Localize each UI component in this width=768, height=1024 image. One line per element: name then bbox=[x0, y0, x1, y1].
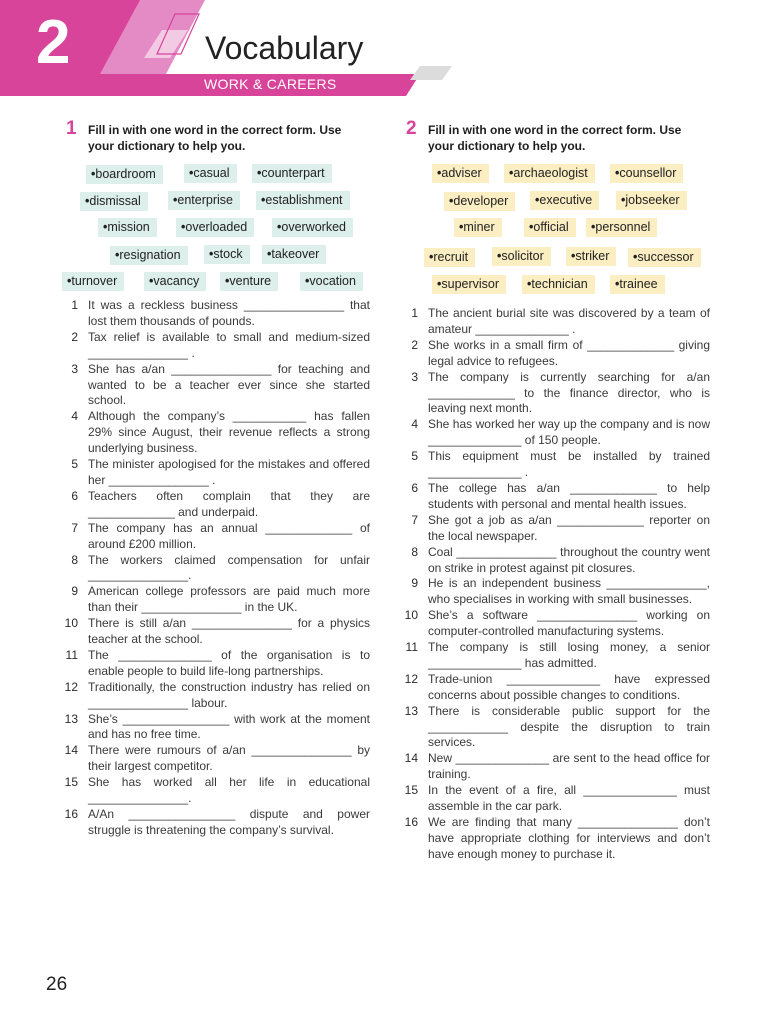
item-number: 10 bbox=[64, 616, 78, 631]
word-chip: • archaeologist bbox=[504, 164, 595, 183]
item-number: 8 bbox=[71, 552, 78, 567]
word-chip: • boardroom bbox=[86, 165, 163, 184]
list-item bbox=[400, 449, 710, 481]
word-chip: • official bbox=[524, 218, 576, 237]
list-item bbox=[400, 783, 710, 815]
list-item bbox=[400, 704, 710, 752]
item-number: 16 bbox=[64, 807, 78, 821]
list-item bbox=[60, 362, 370, 410]
word-chip: • resignation bbox=[110, 246, 188, 265]
word-bank-1 bbox=[60, 162, 370, 294]
item-number: 6 bbox=[411, 480, 418, 495]
item-number: 8 bbox=[411, 544, 418, 559]
list-item bbox=[60, 743, 370, 775]
exercise-1-items bbox=[60, 298, 370, 839]
item-text: She has worked all her life in educational _______________. bbox=[88, 775, 370, 806]
item-number: 15 bbox=[64, 775, 78, 790]
exercise-2-heading bbox=[400, 120, 710, 154]
exercise-instruction: Fill in with one word in the correct form. Use your dictionary to help you. bbox=[428, 123, 682, 153]
item-number: 4 bbox=[411, 417, 418, 432]
word-chip: • adviser bbox=[432, 164, 489, 183]
item-text: American college professors are paid much more than their _______________ in the UK. bbox=[88, 584, 370, 615]
word-chip: • dismissal bbox=[80, 192, 148, 211]
list-item bbox=[400, 751, 710, 783]
item-number: 4 bbox=[71, 409, 78, 424]
item-number: 3 bbox=[71, 361, 78, 376]
item-text: She’s a software _______________ working on computer-controlled manufacturing systems. bbox=[428, 608, 710, 639]
word-chip: • turnover bbox=[62, 272, 124, 291]
item-text: Although the company’s ___________ has fallen 29% since August, their revenue reflects a strong underlying business. bbox=[88, 409, 370, 456]
list-item bbox=[400, 481, 710, 513]
item-text: She works in a small firm of _____________ giving legal advice to refugees. bbox=[428, 337, 710, 368]
item-text: This equipment must be installed by trained ______________ . bbox=[428, 449, 710, 480]
word-chip: • enterprise bbox=[168, 191, 240, 210]
item-text: It was a reckless business _______________ that lost them thousands of pounds. bbox=[88, 298, 370, 328]
item-text: The workers claimed compensation for unfair _______________. bbox=[88, 552, 370, 583]
page-title: Vocabulary bbox=[205, 30, 364, 66]
list-item bbox=[60, 489, 370, 521]
word-chip: • jobseeker bbox=[616, 191, 687, 210]
list-item bbox=[60, 648, 370, 680]
word-chip: • establishment bbox=[256, 191, 350, 210]
list-item bbox=[400, 338, 710, 370]
item-number: 2 bbox=[411, 337, 418, 352]
exercise-2 bbox=[400, 120, 710, 863]
list-item bbox=[60, 521, 370, 553]
item-text: She got a job as a/an _____________ reporter on the local newspaper. bbox=[428, 512, 710, 543]
item-text: There is considerable public support for the ____________ despite the disruption to train services. bbox=[428, 703, 710, 750]
exercise-instruction: Fill in with one word in the correct form. Use your dictionary to help you. bbox=[88, 123, 342, 153]
list-item bbox=[60, 616, 370, 648]
exercise-1 bbox=[60, 120, 370, 839]
list-item bbox=[400, 608, 710, 640]
item-text: The minister apologised for the mistakes and offered her _______________ . bbox=[88, 457, 370, 487]
word-chip: • vocation bbox=[300, 272, 363, 291]
word-chip: • supervisor bbox=[432, 275, 506, 294]
item-number: 9 bbox=[411, 576, 418, 591]
item-text: The company has an annual _____________ of around £200 million. bbox=[88, 520, 370, 551]
item-text: Traditionally, the construction industry has relied on _______________ labour. bbox=[88, 679, 370, 710]
item-number: 1 bbox=[411, 306, 418, 320]
item-number: 9 bbox=[71, 584, 78, 599]
list-item bbox=[60, 409, 370, 457]
unit-header bbox=[0, 0, 768, 104]
list-item bbox=[60, 680, 370, 712]
list-item bbox=[400, 306, 710, 338]
word-chip: • striker bbox=[566, 247, 616, 266]
item-number: 7 bbox=[411, 512, 418, 527]
word-chip: • mission bbox=[98, 218, 157, 237]
item-number: 11 bbox=[405, 640, 418, 655]
page-number: 26 bbox=[46, 974, 68, 995]
list-item bbox=[60, 775, 370, 807]
item-text: Trade-union ______________ have expressed concerns about possible changes to conditions. bbox=[428, 671, 710, 702]
word-chip: • venture bbox=[220, 272, 278, 291]
item-number: 3 bbox=[411, 369, 418, 384]
item-number: 1 bbox=[71, 298, 78, 312]
item-number: 16 bbox=[404, 815, 418, 829]
item-text: The college has a/an _____________ to help students with personal and mental health issues. bbox=[428, 480, 710, 511]
item-number: 12 bbox=[404, 671, 418, 686]
item-number: 11 bbox=[65, 647, 78, 662]
item-number: 13 bbox=[404, 703, 418, 718]
list-item bbox=[60, 712, 370, 744]
word-chip: • personnel bbox=[586, 218, 657, 237]
item-text: The company is currently searching for a/an _____________ to the finance director, who is leaving next month. bbox=[428, 369, 710, 416]
word-chip: • casual bbox=[184, 164, 237, 183]
exercise-number: 2 bbox=[406, 118, 417, 139]
word-bank-2 bbox=[400, 162, 710, 294]
item-text: She has a/an _______________ for teaching and wanted to be a teacher ever since she started school. bbox=[88, 361, 370, 408]
item-number: 15 bbox=[404, 783, 418, 798]
item-text: He is an independent business _______________, who specialises in working with small businesses. bbox=[428, 576, 710, 607]
item-text: We are finding that many _______________ don’t have appropriate clothing for interviews and don’t have enough money to purchase it. bbox=[428, 815, 710, 861]
item-number: 5 bbox=[71, 457, 78, 472]
item-text: Teachers often complain that they are _____________ and underpaid. bbox=[88, 488, 370, 519]
list-item bbox=[60, 584, 370, 616]
word-chip: • successor bbox=[628, 248, 701, 267]
item-text: She’s ________________ with work at the moment and has no free time. bbox=[88, 711, 370, 742]
word-chip: • solicitor bbox=[492, 247, 551, 266]
list-item bbox=[400, 545, 710, 577]
item-number: 2 bbox=[71, 329, 78, 344]
list-item bbox=[400, 417, 710, 449]
item-number: 7 bbox=[71, 520, 78, 535]
item-text: In the event of a fire, all ______________ must assemble in the car park. bbox=[428, 783, 710, 814]
item-number: 12 bbox=[64, 679, 78, 694]
list-item bbox=[60, 457, 370, 489]
word-chip: • vacancy bbox=[144, 272, 206, 291]
item-text: The company is still losing money, a senior ______________ has admitted. bbox=[428, 640, 710, 670]
list-item bbox=[400, 576, 710, 608]
exercise-2-items bbox=[400, 306, 710, 863]
item-number: 5 bbox=[411, 449, 418, 464]
item-text: A/An ________________ dispute and power struggle is threatening the company’s survival. bbox=[88, 807, 370, 837]
item-text: There is still a/an _______________ for a physics teacher at the school. bbox=[88, 616, 370, 647]
item-text: Tax relief is available to small and medium-sized _______________ . bbox=[88, 329, 370, 360]
word-chip: • counsellor bbox=[610, 164, 683, 183]
list-item bbox=[60, 553, 370, 585]
list-item bbox=[60, 298, 370, 330]
list-item bbox=[400, 672, 710, 704]
item-text: New ______________ are sent to the head office for training. bbox=[428, 751, 710, 782]
item-number: 13 bbox=[64, 711, 78, 726]
item-text: She has worked her way up the company and is now ______________ of 150 people. bbox=[428, 417, 710, 448]
item-number: 10 bbox=[404, 608, 418, 623]
item-text: The ancient burial site was discovered by a team of amateur ______________ . bbox=[428, 306, 710, 336]
exercise-1-heading bbox=[60, 120, 370, 154]
word-chip: • stock bbox=[204, 245, 250, 264]
list-item bbox=[400, 513, 710, 545]
word-chip: • counterpart bbox=[252, 164, 332, 183]
word-chip: • overworked bbox=[272, 218, 353, 237]
list-item bbox=[400, 640, 710, 672]
section-subtitle: WORK & CAREERS bbox=[204, 76, 337, 92]
word-chip: • trainee bbox=[610, 275, 665, 294]
word-chip: • takeover bbox=[262, 245, 326, 264]
header-banner-graphic bbox=[0, 0, 768, 104]
list-item bbox=[400, 815, 710, 863]
item-text: There were rumours of a/an _______________ by their largest competitor. bbox=[88, 743, 370, 774]
item-text: The ______________ of the organisation is to enable people to build life-long partnerships. bbox=[88, 647, 370, 678]
list-item bbox=[60, 807, 370, 839]
word-chip: • developer bbox=[444, 192, 515, 211]
word-chip: • miner bbox=[454, 218, 502, 237]
item-number: 14 bbox=[404, 751, 418, 766]
word-chip: • overloaded bbox=[176, 218, 254, 237]
word-chip: • executive bbox=[530, 191, 599, 210]
item-text: Coal _______________ throughout the country went on strike in protest against pit closures. bbox=[428, 544, 710, 575]
list-item bbox=[400, 370, 710, 418]
exercise-number: 1 bbox=[66, 118, 77, 139]
unit-number: 2 bbox=[36, 8, 71, 77]
word-chip: • technician bbox=[522, 275, 595, 294]
item-number: 6 bbox=[71, 488, 78, 503]
item-number: 14 bbox=[64, 743, 78, 758]
word-chip: • recruit bbox=[424, 248, 475, 267]
list-item bbox=[60, 330, 370, 362]
